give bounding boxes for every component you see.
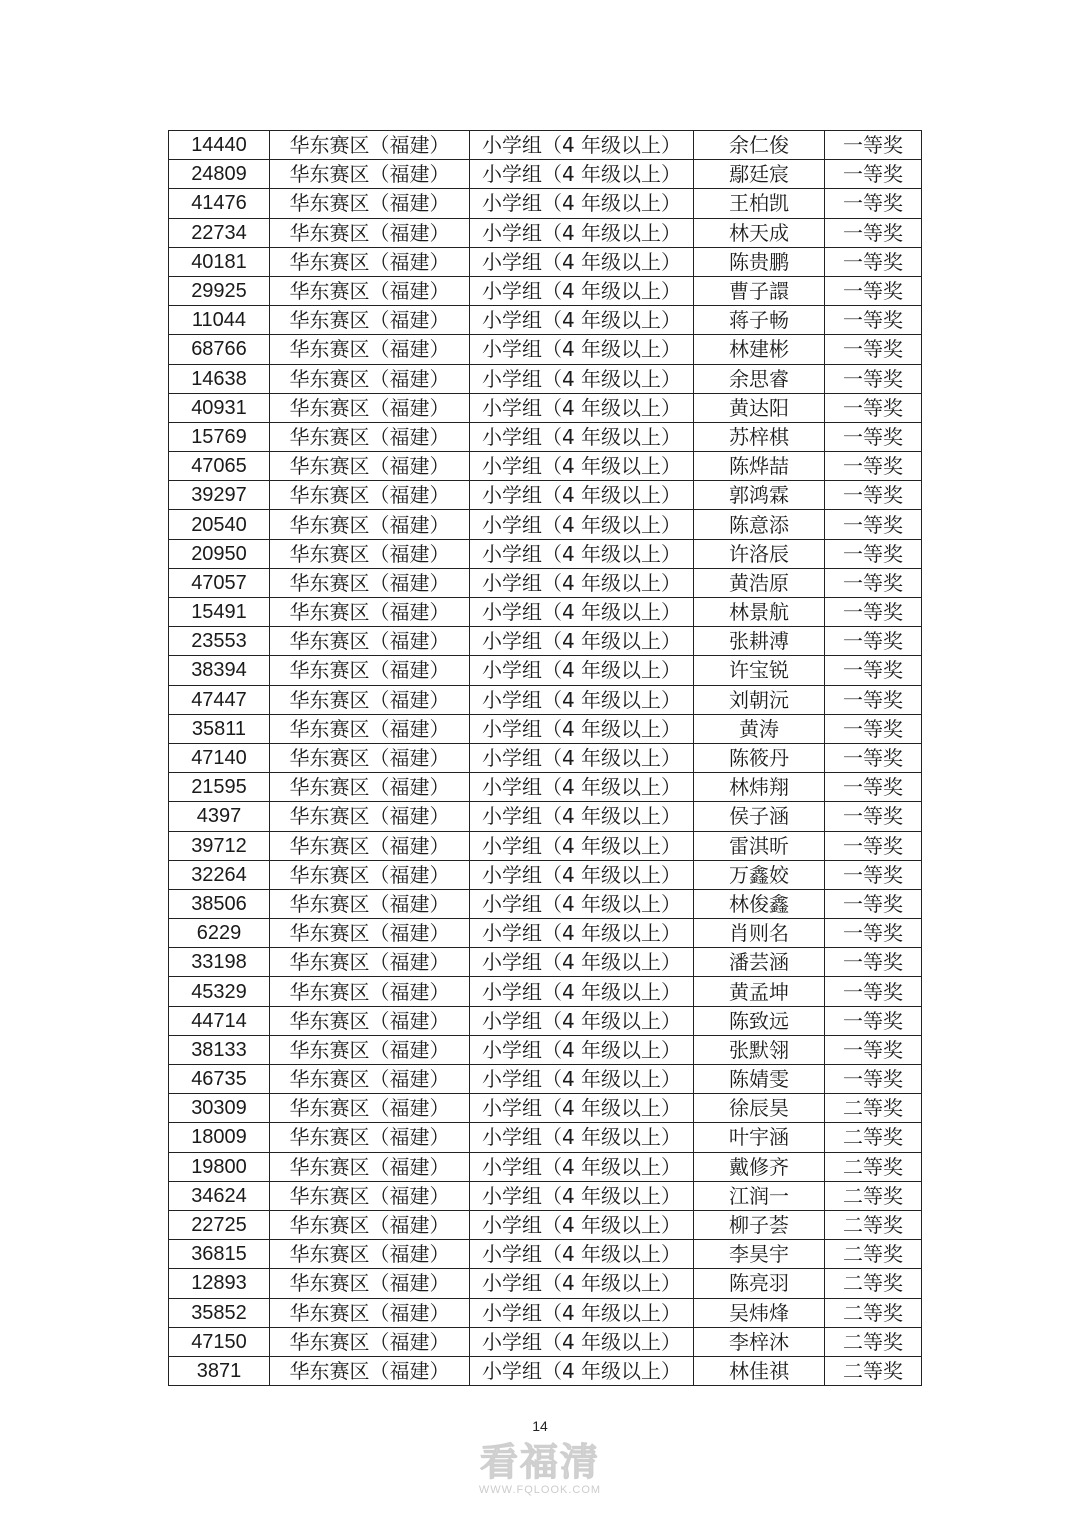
entry-id-cell: 14638 (169, 364, 270, 393)
group-cell: 小学组（4 年级以上） (470, 1269, 694, 1298)
region-cell: 华东赛区（福建） (270, 1210, 470, 1239)
region-cell: 华东赛区（福建） (270, 889, 470, 918)
region-cell: 华东赛区（福建） (270, 306, 470, 335)
table-row (169, 306, 922, 335)
name-cell: 戴修齐 (694, 1152, 825, 1181)
entry-id-cell: 22734 (169, 218, 270, 247)
region-cell: 华东赛区（福建） (270, 247, 470, 276)
table-row (169, 422, 922, 451)
table-row (169, 743, 922, 772)
entry-id-cell: 12893 (169, 1269, 270, 1298)
region-cell: 华东赛区（福建） (270, 568, 470, 597)
award-cell: 一等奖 (825, 948, 922, 977)
name-cell: 林景航 (694, 598, 825, 627)
award-cell: 一等奖 (825, 1065, 922, 1094)
name-cell: 陈贵鹏 (694, 247, 825, 276)
name-cell: 许洛辰 (694, 539, 825, 568)
group-cell: 小学组（4 年级以上） (470, 335, 694, 364)
entry-id-cell: 30309 (169, 1094, 270, 1123)
award-cell: 一等奖 (825, 276, 922, 305)
group-cell: 小学组（4 年级以上） (470, 1152, 694, 1181)
group-cell: 小学组（4 年级以上） (470, 1181, 694, 1210)
entry-id-cell: 33198 (169, 948, 270, 977)
award-cell: 一等奖 (825, 1035, 922, 1064)
region-cell: 华东赛区（福建） (270, 335, 470, 364)
group-cell: 小学组（4 年级以上） (470, 247, 694, 276)
name-cell: 黄达阳 (694, 393, 825, 422)
table-row (169, 1006, 922, 1035)
name-cell: 苏梓棋 (694, 422, 825, 451)
entry-id-cell: 47057 (169, 568, 270, 597)
group-cell: 小学组（4 年级以上） (470, 919, 694, 948)
table-row (169, 1065, 922, 1094)
region-cell: 华东赛区（福建） (270, 1240, 470, 1269)
group-cell: 小学组（4 年级以上） (470, 831, 694, 860)
award-cell: 一等奖 (825, 860, 922, 889)
group-cell: 小学组（4 年级以上） (470, 1006, 694, 1035)
group-cell: 小学组（4 年级以上） (470, 977, 694, 1006)
name-cell: 郭鸿霖 (694, 481, 825, 510)
name-cell: 李梓沐 (694, 1327, 825, 1356)
entry-id-cell: 24809 (169, 160, 270, 189)
name-cell: 林建彬 (694, 335, 825, 364)
region-cell: 华东赛区（福建） (270, 1298, 470, 1327)
award-cell: 一等奖 (825, 510, 922, 539)
group-cell: 小学组（4 年级以上） (470, 276, 694, 305)
entry-id-cell: 47150 (169, 1327, 270, 1356)
name-cell: 林佳祺 (694, 1356, 825, 1385)
region-cell: 华东赛区（福建） (270, 1152, 470, 1181)
region-cell: 华东赛区（福建） (270, 422, 470, 451)
entry-id-cell: 35811 (169, 714, 270, 743)
region-cell: 华东赛区（福建） (270, 1269, 470, 1298)
region-cell: 华东赛区（福建） (270, 743, 470, 772)
entry-id-cell: 18009 (169, 1123, 270, 1152)
award-cell: 一等奖 (825, 335, 922, 364)
entry-id-cell: 15769 (169, 422, 270, 451)
group-cell: 小学组（4 年级以上） (470, 656, 694, 685)
region-cell: 华东赛区（福建） (270, 452, 470, 481)
group-cell: 小学组（4 年级以上） (470, 1035, 694, 1064)
group-cell: 小学组（4 年级以上） (470, 1123, 694, 1152)
entry-id-cell: 39712 (169, 831, 270, 860)
table-row (169, 1152, 922, 1181)
region-cell: 华东赛区（福建） (270, 1181, 470, 1210)
name-cell: 王柏凯 (694, 189, 825, 218)
entry-id-cell: 4397 (169, 802, 270, 831)
name-cell: 黄浩原 (694, 568, 825, 597)
table-row (169, 685, 922, 714)
region-cell: 华东赛区（福建） (270, 160, 470, 189)
region-cell: 华东赛区（福建） (270, 714, 470, 743)
name-cell: 曹子譞 (694, 276, 825, 305)
entry-id-cell: 34624 (169, 1181, 270, 1210)
award-cell: 一等奖 (825, 393, 922, 422)
entry-id-cell: 35852 (169, 1298, 270, 1327)
table-row (169, 160, 922, 189)
region-cell: 华东赛区（福建） (270, 831, 470, 860)
region-cell: 华东赛区（福建） (270, 773, 470, 802)
group-cell: 小学组（4 年级以上） (470, 802, 694, 831)
group-cell: 小学组（4 年级以上） (470, 481, 694, 510)
entry-id-cell: 44714 (169, 1006, 270, 1035)
watermark-logo: 看福清 (479, 1440, 600, 1484)
group-cell: 小学组（4 年级以上） (470, 131, 694, 160)
award-cell: 一等奖 (825, 218, 922, 247)
region-cell: 华东赛区（福建） (270, 1006, 470, 1035)
group-cell: 小学组（4 年级以上） (470, 1298, 694, 1327)
table-row (169, 802, 922, 831)
award-cell: 一等奖 (825, 773, 922, 802)
entry-id-cell: 68766 (169, 335, 270, 364)
region-cell: 华东赛区（福建） (270, 656, 470, 685)
award-cell: 一等奖 (825, 481, 922, 510)
region-cell: 华东赛区（福建） (270, 539, 470, 568)
award-cell: 一等奖 (825, 889, 922, 918)
entry-id-cell: 6229 (169, 919, 270, 948)
table-row (169, 1123, 922, 1152)
name-cell: 侯子涵 (694, 802, 825, 831)
region-cell: 华东赛区（福建） (270, 948, 470, 977)
region-cell: 华东赛区（福建） (270, 1327, 470, 1356)
group-cell: 小学组（4 年级以上） (470, 627, 694, 656)
region-cell: 华东赛区（福建） (270, 802, 470, 831)
award-cell: 一等奖 (825, 802, 922, 831)
group-cell: 小学组（4 年级以上） (470, 160, 694, 189)
name-cell: 叶宇涵 (694, 1123, 825, 1152)
name-cell: 李昊宇 (694, 1240, 825, 1269)
table-row (169, 1035, 922, 1064)
name-cell: 黄涛 (694, 714, 825, 743)
region-cell: 华东赛区（福建） (270, 1123, 470, 1152)
award-cell: 一等奖 (825, 656, 922, 685)
entry-id-cell: 38506 (169, 889, 270, 918)
region-cell: 华东赛区（福建） (270, 510, 470, 539)
name-cell: 陈烨喆 (694, 452, 825, 481)
entry-id-cell: 11044 (169, 306, 270, 335)
award-cell: 一等奖 (825, 422, 922, 451)
entry-id-cell: 45329 (169, 977, 270, 1006)
group-cell: 小学组（4 年级以上） (470, 1240, 694, 1269)
table-row (169, 276, 922, 305)
award-cell: 二等奖 (825, 1240, 922, 1269)
name-cell: 余仁俊 (694, 131, 825, 160)
name-cell: 潘芸涵 (694, 948, 825, 977)
award-cell: 一等奖 (825, 364, 922, 393)
award-cell: 一等奖 (825, 306, 922, 335)
group-cell: 小学组（4 年级以上） (470, 189, 694, 218)
name-cell: 刘朝沅 (694, 685, 825, 714)
table-row (169, 539, 922, 568)
award-cell: 一等奖 (825, 131, 922, 160)
table-row (169, 1240, 922, 1269)
name-cell: 肖则名 (694, 919, 825, 948)
group-cell: 小学组（4 年级以上） (470, 860, 694, 889)
name-cell: 黄孟坤 (694, 977, 825, 1006)
group-cell: 小学组（4 年级以上） (470, 510, 694, 539)
name-cell: 蒋子畅 (694, 306, 825, 335)
group-cell: 小学组（4 年级以上） (470, 452, 694, 481)
name-cell: 林炜翔 (694, 773, 825, 802)
table-row (169, 948, 922, 977)
award-cell: 一等奖 (825, 743, 922, 772)
entry-id-cell: 20540 (169, 510, 270, 539)
table-row (169, 977, 922, 1006)
name-cell: 陈筱丹 (694, 743, 825, 772)
award-cell: 二等奖 (825, 1181, 922, 1210)
name-cell: 吴炜烽 (694, 1298, 825, 1327)
table-row (169, 364, 922, 393)
group-cell: 小学组（4 年级以上） (470, 306, 694, 335)
group-cell: 小学组（4 年级以上） (470, 1327, 694, 1356)
entry-id-cell: 29925 (169, 276, 270, 305)
watermark (470, 1440, 610, 1496)
name-cell: 陈亮羽 (694, 1269, 825, 1298)
table-row (169, 1327, 922, 1356)
region-cell: 华东赛区（福建） (270, 1065, 470, 1094)
name-cell: 林俊鑫 (694, 889, 825, 918)
name-cell: 江润一 (694, 1181, 825, 1210)
award-cell: 二等奖 (825, 1210, 922, 1239)
group-cell: 小学组（4 年级以上） (470, 364, 694, 393)
table-row (169, 247, 922, 276)
group-cell: 小学组（4 年级以上） (470, 568, 694, 597)
name-cell: 陈意添 (694, 510, 825, 539)
entry-id-cell: 46735 (169, 1065, 270, 1094)
entry-id-cell: 14440 (169, 131, 270, 160)
award-cell: 二等奖 (825, 1298, 922, 1327)
region-cell: 华东赛区（福建） (270, 1356, 470, 1385)
name-cell: 许宝锐 (694, 656, 825, 685)
name-cell: 陈致远 (694, 1006, 825, 1035)
award-cell: 一等奖 (825, 977, 922, 1006)
region-cell: 华东赛区（福建） (270, 218, 470, 247)
region-cell: 华东赛区（福建） (270, 481, 470, 510)
table-row (169, 481, 922, 510)
table-row (169, 1181, 922, 1210)
table-row (169, 452, 922, 481)
award-cell: 二等奖 (825, 1094, 922, 1123)
group-cell: 小学组（4 年级以上） (470, 1094, 694, 1123)
region-cell: 华东赛区（福建） (270, 276, 470, 305)
region-cell: 华东赛区（福建） (270, 627, 470, 656)
entry-id-cell: 41476 (169, 189, 270, 218)
group-cell: 小学组（4 年级以上） (470, 393, 694, 422)
region-cell: 华东赛区（福建） (270, 598, 470, 627)
award-table (168, 130, 922, 1386)
region-cell: 华东赛区（福建） (270, 919, 470, 948)
entry-id-cell: 21595 (169, 773, 270, 802)
group-cell: 小学组（4 年级以上） (470, 218, 694, 247)
award-cell: 一等奖 (825, 539, 922, 568)
group-cell: 小学组（4 年级以上） (470, 598, 694, 627)
award-cell: 一等奖 (825, 568, 922, 597)
entry-id-cell: 15491 (169, 598, 270, 627)
region-cell: 华东赛区（福建） (270, 860, 470, 889)
table-row (169, 598, 922, 627)
group-cell: 小学组（4 年级以上） (470, 714, 694, 743)
entry-id-cell: 40931 (169, 393, 270, 422)
watermark-url: WWW.FQLOOK.COM (478, 1484, 602, 1496)
entry-id-cell: 20950 (169, 539, 270, 568)
group-cell: 小学组（4 年级以上） (470, 948, 694, 977)
name-cell: 雷淇昕 (694, 831, 825, 860)
table-row (169, 773, 922, 802)
entry-id-cell: 38394 (169, 656, 270, 685)
entry-id-cell: 47140 (169, 743, 270, 772)
table-row (169, 1356, 922, 1385)
table-row (169, 1210, 922, 1239)
name-cell: 林天成 (694, 218, 825, 247)
table-row (169, 189, 922, 218)
entry-id-cell: 36815 (169, 1240, 270, 1269)
table-row (169, 889, 922, 918)
group-cell: 小学组（4 年级以上） (470, 773, 694, 802)
region-cell: 华东赛区（福建） (270, 131, 470, 160)
table-row (169, 568, 922, 597)
award-cell: 一等奖 (825, 189, 922, 218)
award-cell: 二等奖 (825, 1356, 922, 1385)
name-cell: 徐辰昊 (694, 1094, 825, 1123)
group-cell: 小学组（4 年级以上） (470, 539, 694, 568)
award-cell: 二等奖 (825, 1123, 922, 1152)
award-cell: 二等奖 (825, 1327, 922, 1356)
award-cell: 一等奖 (825, 1006, 922, 1035)
table-row (169, 714, 922, 743)
group-cell: 小学组（4 年级以上） (470, 889, 694, 918)
award-cell: 一等奖 (825, 627, 922, 656)
entry-id-cell: 32264 (169, 860, 270, 889)
award-cell: 一等奖 (825, 160, 922, 189)
group-cell: 小学组（4 年级以上） (470, 1065, 694, 1094)
table-row (169, 627, 922, 656)
award-cell: 一等奖 (825, 685, 922, 714)
award-cell: 二等奖 (825, 1269, 922, 1298)
award-table-body (169, 131, 922, 1386)
award-cell: 一等奖 (825, 598, 922, 627)
region-cell: 华东赛区（福建） (270, 1035, 470, 1064)
group-cell: 小学组（4 年级以上） (470, 422, 694, 451)
region-cell: 华东赛区（福建） (270, 1094, 470, 1123)
region-cell: 华东赛区（福建） (270, 685, 470, 714)
entry-id-cell: 47447 (169, 685, 270, 714)
name-cell: 余思睿 (694, 364, 825, 393)
name-cell: 陈婧雯 (694, 1065, 825, 1094)
region-cell: 华东赛区（福建） (270, 977, 470, 1006)
award-cell: 一等奖 (825, 714, 922, 743)
name-cell: 鄢廷宸 (694, 160, 825, 189)
region-cell: 华东赛区（福建） (270, 364, 470, 393)
table-row (169, 393, 922, 422)
table-row (169, 335, 922, 364)
table-row (169, 1269, 922, 1298)
group-cell: 小学组（4 年级以上） (470, 1210, 694, 1239)
region-cell: 华东赛区（福建） (270, 393, 470, 422)
name-cell: 柳子荟 (694, 1210, 825, 1239)
award-cell: 一等奖 (825, 831, 922, 860)
award-cell: 一等奖 (825, 919, 922, 948)
group-cell: 小学组（4 年级以上） (470, 743, 694, 772)
award-cell: 一等奖 (825, 452, 922, 481)
entry-id-cell: 23553 (169, 627, 270, 656)
entry-id-cell: 22725 (169, 1210, 270, 1239)
table-row (169, 860, 922, 889)
name-cell: 万鑫姣 (694, 860, 825, 889)
page-number: 14 (532, 1418, 548, 1434)
group-cell: 小学组（4 年级以上） (470, 685, 694, 714)
table-row (169, 831, 922, 860)
award-cell: 一等奖 (825, 247, 922, 276)
table-row (169, 131, 922, 160)
award-cell: 二等奖 (825, 1152, 922, 1181)
name-cell: 张耕溥 (694, 627, 825, 656)
region-cell: 华东赛区（福建） (270, 189, 470, 218)
group-cell: 小学组（4 年级以上） (470, 1356, 694, 1385)
table-row (169, 919, 922, 948)
entry-id-cell: 3871 (169, 1356, 270, 1385)
table-row (169, 656, 922, 685)
table-row (169, 218, 922, 247)
entry-id-cell: 38133 (169, 1035, 270, 1064)
table-row (169, 1298, 922, 1327)
entry-id-cell: 40181 (169, 247, 270, 276)
name-cell: 张默翎 (694, 1035, 825, 1064)
entry-id-cell: 47065 (169, 452, 270, 481)
table-row (169, 510, 922, 539)
entry-id-cell: 19800 (169, 1152, 270, 1181)
table-row (169, 1094, 922, 1123)
entry-id-cell: 39297 (169, 481, 270, 510)
